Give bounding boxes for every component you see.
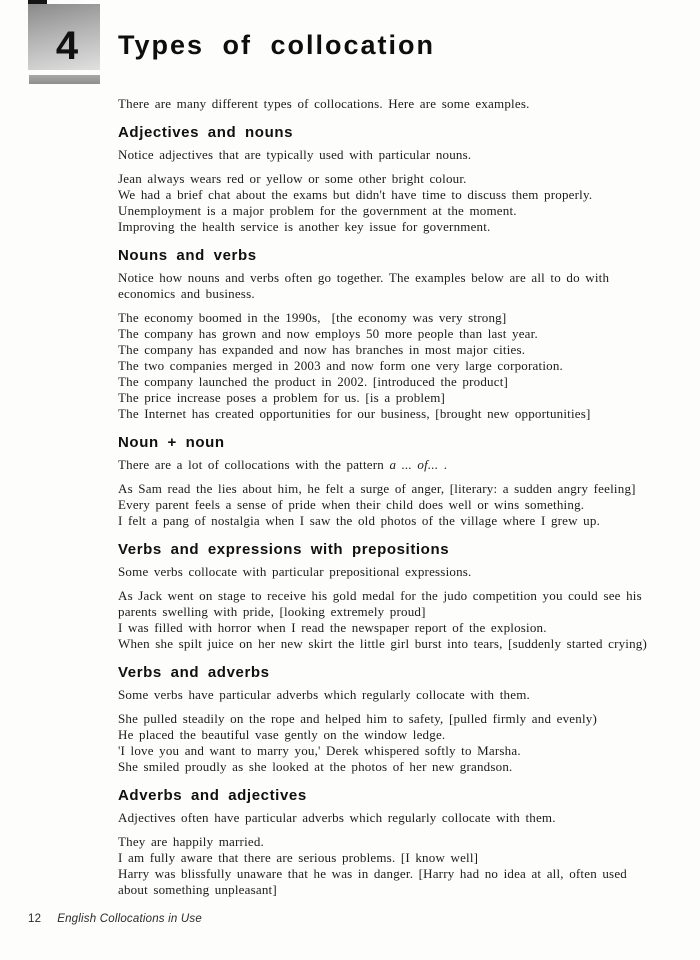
- example-line: We had a brief chat about the exams but didn't have time to discuss them properly.: [118, 187, 593, 202]
- example-line: I was filled with horror when I read the newspaper report of the explosion.: [118, 620, 547, 635]
- example-list: [118, 481, 696, 529]
- example-line: parents swelling with pride, [looking extremely proud]: [118, 604, 426, 619]
- book-title: English Collocations in Use: [57, 913, 202, 925]
- example-line: Improving the health service is another key issue for government.: [118, 219, 491, 234]
- section-adjectives-and-nouns: [118, 123, 696, 235]
- section-verbs-prepositions: [118, 540, 696, 652]
- pattern-text: a ... of...: [389, 457, 439, 472]
- description-line: Some verbs have particular adverbs which regularly collocate with them.: [118, 687, 530, 702]
- section-heading: Noun + noun: [118, 434, 225, 451]
- example-line: The company has expanded and now has branches in most major cities.: [118, 342, 526, 357]
- section-description: [118, 147, 696, 163]
- description-line: Notice how nouns and verbs often go together. The examples below are all to do with: [118, 270, 610, 285]
- example-line: She smiled proudly as she looked at the photos of her new grandson.: [118, 759, 513, 774]
- section-nouns-and-verbs: [118, 246, 696, 422]
- pattern-suffix: .: [443, 457, 448, 472]
- intro-text: There are many different types of collocations. Here are some examples.: [118, 96, 530, 111]
- example-line: Unemployment is a major problem for the government at the moment.: [118, 203, 517, 218]
- example-line: Harry was blissfully unaware that he was in danger. [Harry had no idea at all, often used: [118, 866, 627, 881]
- example-line: 'I love you and want to marry you,' Derek whispered softly to Marsha.: [118, 743, 521, 758]
- description-line: economics and business.: [118, 286, 255, 301]
- description-line: Notice adjectives that are typically used with particular nouns.: [118, 147, 472, 162]
- example-line: When she spilt juice on her new skirt the little girl burst into tears, [suddenly started crying): [118, 636, 648, 651]
- page-footer: [28, 912, 202, 926]
- page-content: [118, 96, 696, 898]
- example-list: [118, 834, 696, 898]
- section-heading: Verbs and adverbs: [118, 664, 270, 681]
- example-line: As Jack went on stage to receive his gold medal for the judo competition you could see his: [118, 588, 642, 603]
- section-heading: Verbs and expressions with prepositions: [118, 541, 450, 558]
- section-noun-plus-noun: [118, 433, 696, 529]
- example-line: The company launched the product in 2002. [introduced the product]: [118, 374, 509, 389]
- section-heading: Adjectives and nouns: [118, 124, 294, 141]
- section-heading: Nouns and verbs: [118, 247, 257, 264]
- example-line: As Sam read the lies about him, he felt a surge of anger, [literary: a sudden angry feeling]: [118, 481, 636, 496]
- example-list: [118, 711, 696, 775]
- example-list: [118, 171, 696, 235]
- example-line: I am fully aware that there are serious problems. [I know well]: [118, 850, 479, 865]
- section-adverbs-and-adjectives: [118, 786, 696, 898]
- example-line: She pulled steadily on the rope and helped him to safety, [pulled firmly and evenly): [118, 711, 597, 726]
- unit-number-badge: [28, 4, 100, 70]
- badge-underbar: [29, 75, 100, 84]
- section-description: [118, 564, 696, 580]
- section-description: [118, 270, 696, 302]
- example-line: Every parent feels a sense of pride when their child does well or wins something.: [118, 497, 585, 512]
- example-line: The two companies merged in 2003 and now form one very large corporation.: [118, 358, 563, 373]
- example-list: [118, 588, 696, 652]
- description-line: [118, 457, 696, 473]
- example-list: [118, 310, 696, 422]
- section-description: [118, 810, 696, 826]
- example-line: Jean always wears red or yellow or some other bright colour.: [118, 171, 467, 186]
- example-line: He placed the beautiful vase gently on the window ledge.: [118, 727, 446, 742]
- example-line: The price increase poses a problem for us. [is a problem]: [118, 390, 446, 405]
- section-heading: Adverbs and adjectives: [118, 787, 307, 804]
- description-line: Some verbs collocate with particular prepositional expressions.: [118, 564, 472, 579]
- example-line: The economy boomed in the 1990s, [the economy was very strong]: [118, 310, 507, 325]
- section-description: [118, 687, 696, 703]
- example-line: I felt a pang of nostalgia when I saw the old photos of the village where I grew up.: [118, 513, 601, 528]
- page-number: 12: [28, 913, 42, 925]
- example-line: They are happily married.: [118, 834, 264, 849]
- page-title: Types of collocation: [118, 30, 436, 60]
- section-verbs-and-adverbs: [118, 663, 696, 775]
- section-description: [118, 457, 696, 473]
- example-line: The Internet has created opportunities for our business, [brought new opportunities]: [118, 406, 591, 421]
- example-line: The company has grown and now employs 50 more people than last year.: [118, 326, 538, 341]
- unit-number: 4: [55, 24, 79, 68]
- example-line: about something unpleasant]: [118, 882, 277, 897]
- description-line: Adjectives often have particular adverbs which regularly collocate with them.: [118, 810, 556, 825]
- pattern-prefix: There are a lot of collocations with the pattern: [118, 457, 385, 472]
